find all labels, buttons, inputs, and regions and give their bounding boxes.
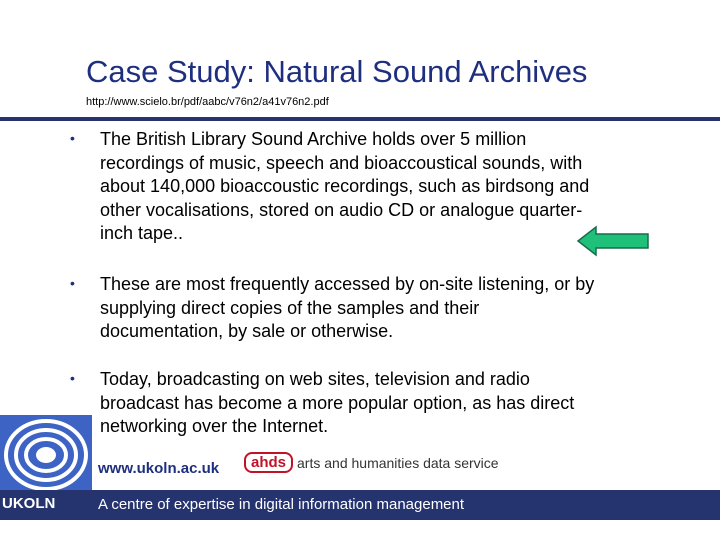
left-arrow-icon[interactable] (576, 225, 652, 257)
title-divider (0, 117, 720, 121)
ahds-name: arts and humanities data service (297, 454, 499, 471)
ahds-abbr: ahds (244, 452, 293, 473)
bullet-text: The British Library Sound Archive holds over 5 million recordings of music, speech and bioaccoustical sounds, with about 140,000 bioaccoustic recordings, such as birdsong and other vocalisations, stored on audio CD or analogue quarter- inch tape.. (100, 129, 590, 243)
bullet-marker: • (70, 130, 75, 146)
footer-tagline: A centre of expertise in digital information management (98, 496, 465, 513)
bullet-text: Today, broadcasting on web sites, television and radio broadcast has become a more popular option, as has direct networking over the Internet. (100, 369, 575, 436)
bullet-text: These are most frequently accessed by on-site listening, or by supplying direct copies of the samples and their documentation, by sale or otherwise. (100, 274, 595, 341)
ukoln-label: UKOLN (2, 495, 56, 512)
bullet-marker: • (70, 275, 75, 291)
bullet-marker: • (70, 370, 75, 386)
ahds-logo (244, 452, 499, 473)
source-url[interactable]: http://www.scielo.br/pdf/aabc/v76n2/a41v76n2.pdf (86, 96, 329, 108)
slide-title: Case Study: Natural Sound Archives (86, 54, 588, 89)
ukoln-logo-icon (0, 415, 92, 495)
website-link[interactable]: www.ukoln.ac.uk (98, 460, 220, 477)
footer-bar (0, 490, 720, 520)
